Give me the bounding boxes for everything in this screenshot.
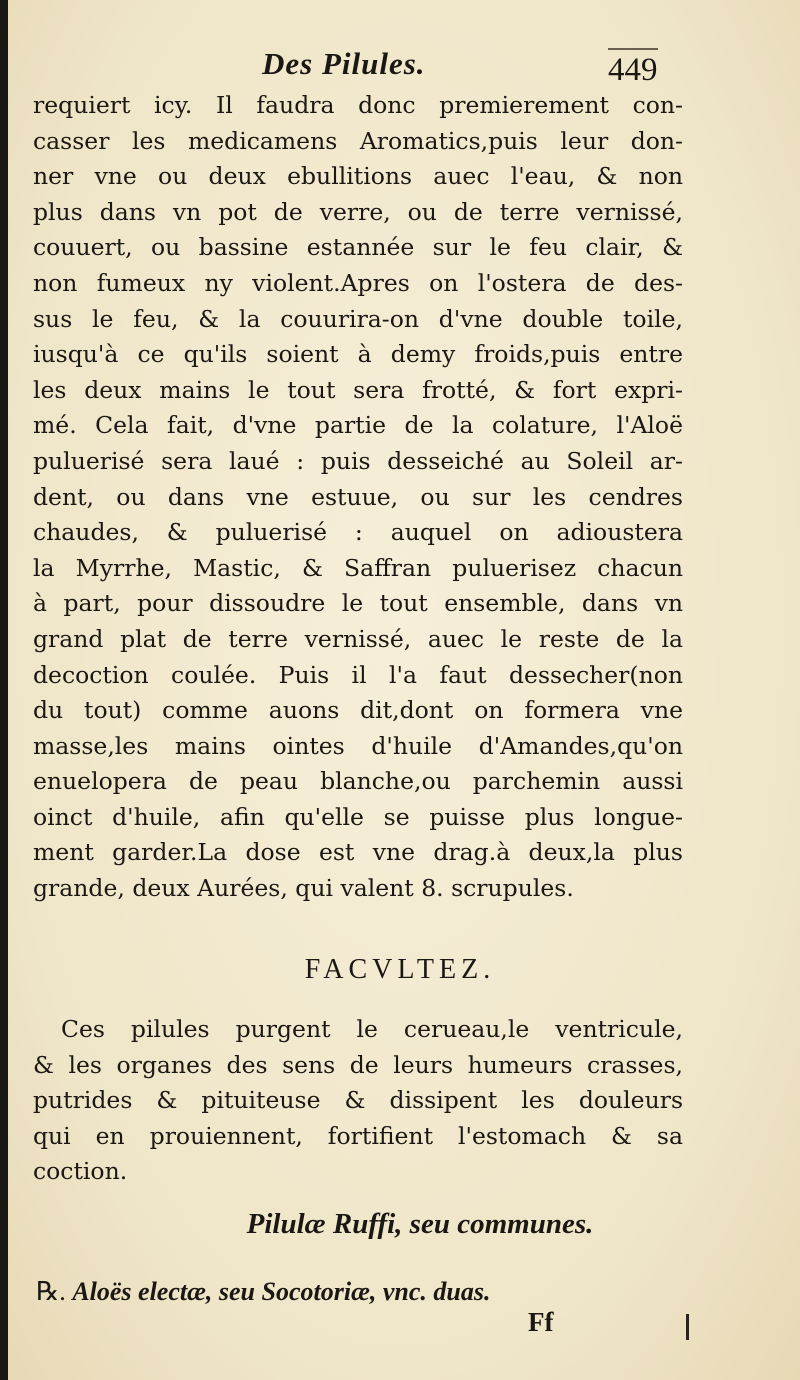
binding-edge	[0, 0, 8, 1380]
text-line: masse,les mains ointes d'huile d'Amandes,qu'on	[33, 731, 683, 760]
text-line: iusqu'à ce qu'ils soient à demy froids,puis entre	[33, 340, 683, 369]
page-header	[0, 44, 800, 94]
recipe-ingredient: Aloës electæ, seu Socotoriæ, vnc. duas.	[72, 1277, 491, 1306]
text-line: ment garder.La dose est vne drag.à deux,la plus	[33, 838, 683, 867]
text-line: requiert icy. Il faudra donc premierement con-	[33, 91, 683, 119]
recipe-title: Pilulæ Ruffi, seu communes.	[246, 1208, 594, 1240]
recipe-line	[36, 1274, 490, 1310]
section-heading: FACVLTEZ.	[304, 954, 496, 985]
running-title: Des Pilules.	[262, 46, 426, 81]
facultez-text-block	[33, 1012, 683, 1190]
text-line: grande, deux Aurées, qui valent 8. scrupules.	[33, 874, 574, 903]
text-line: oinct d'huile, afin qu'elle se puisse plus longue-	[33, 802, 683, 831]
margin-mark	[686, 1314, 689, 1340]
text-line: couuert, ou bassine estannée sur le feu clair, &	[33, 233, 683, 262]
text-line: les deux mains le tout sera frotté, & fort expri-	[33, 375, 683, 404]
text-line: chaudes, & puluerisé : auquel on adioustera	[33, 518, 683, 547]
text-line: sus le feu, & la couurira-on d'vne double toile,	[33, 304, 683, 333]
text-line: non fumeux ny violent.Apres on l'ostera de des-	[33, 268, 683, 297]
text-line: Ces pilules purgent le cerueau,le ventricule,	[61, 1015, 683, 1043]
text-line: du tout) comme auons dit,dont on formera vne	[33, 696, 683, 725]
text-line: coction.	[33, 1157, 128, 1186]
page-number: 449	[608, 48, 658, 90]
text-line: ner vne ou deux ebullitions auec l'eau, & non	[33, 162, 683, 191]
text-line: enuelopera de peau blanche,ou parchemin aussi	[33, 767, 683, 796]
text-line: puluerisé sera laué : puis desseiché au Soleil ar-	[33, 446, 683, 475]
text-line: casser les medicamens Aromatics,puis leur don-	[33, 126, 683, 155]
text-line: decoction coulée. Puis il l'a faut dessecher(non	[33, 660, 683, 689]
main-text-block	[33, 88, 683, 907]
recipe-symbol: ℞.	[36, 1277, 66, 1306]
text-line: à part, pour dissoudre le tout ensemble, dans vn	[33, 589, 683, 618]
text-line: plus dans vn pot de verre, ou de terre vernissé,	[33, 197, 683, 226]
signature-mark: Ff	[528, 1307, 554, 1337]
text-line: mé. Cela fait, d'vne partie de la colature, l'Aloë	[33, 411, 683, 440]
text-line: qui en prouiennent, fortifient l'estomach & sa	[33, 1121, 683, 1150]
text-line: putrides & pituiteuse & dissipent les douleurs	[33, 1086, 683, 1115]
text-line: la Myrrhe, Mastic, & Saffran puluerisez chacun	[33, 553, 683, 582]
text-line: dent, ou dans vne estuue, ou sur les cendres	[33, 482, 683, 511]
text-line: grand plat de terre vernissé, auec le reste de la	[33, 624, 683, 653]
text-line: & les organes des sens de leurs humeurs crasses,	[33, 1050, 683, 1079]
